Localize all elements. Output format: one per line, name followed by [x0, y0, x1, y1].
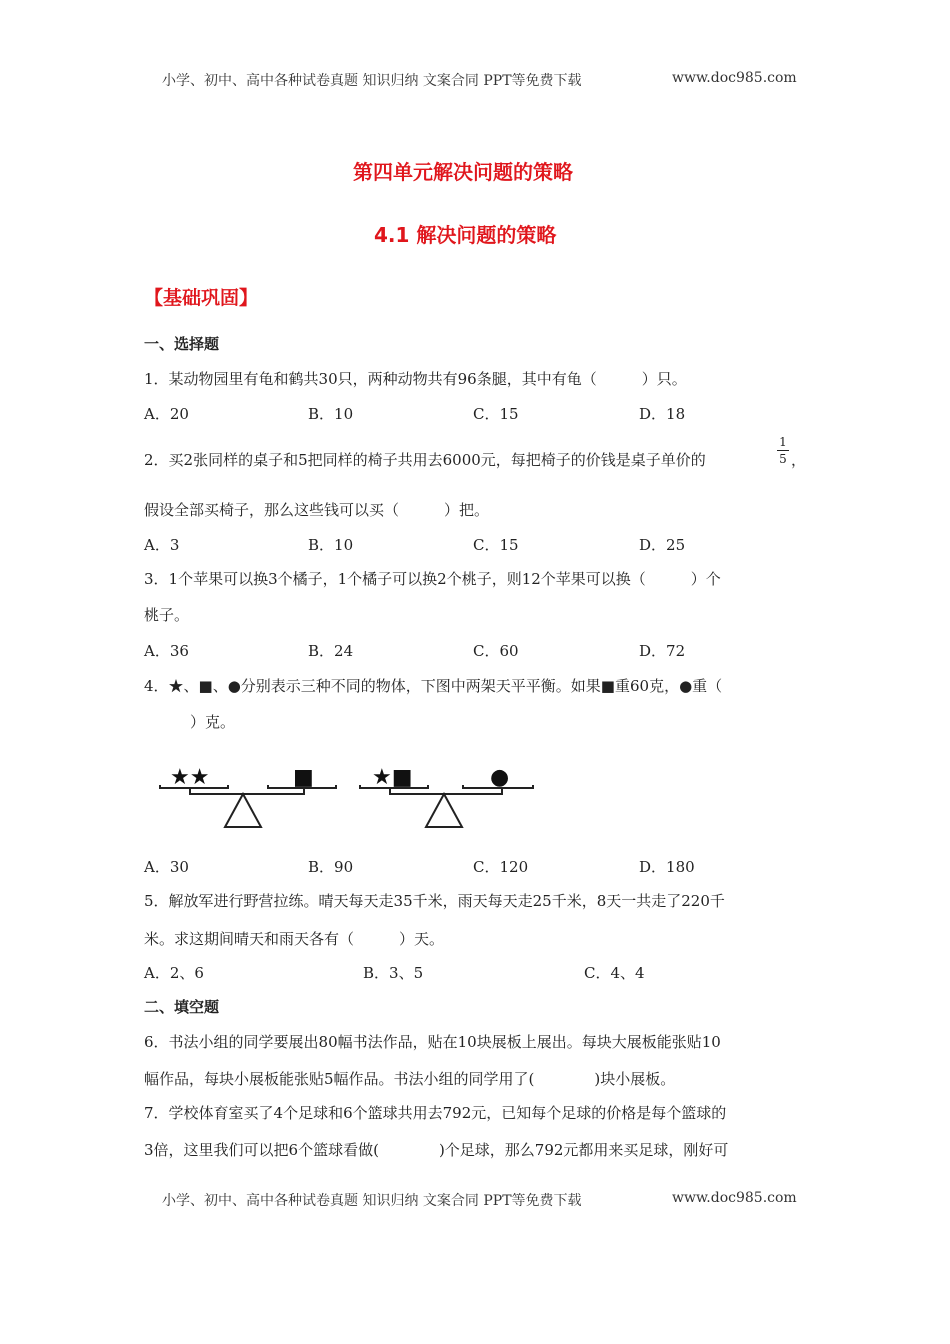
- question-4-line-1: 4．★、■、●分别表示三种不同的物体，下图中两架天平平衡。如果■重60克，●重（: [144, 677, 723, 695]
- footer-site[interactable]: www.doc985.com: [672, 1190, 797, 1206]
- header-text: 小学、初中、高中各种试卷真题 知识归纳 文案合同 PPT等免费下载: [162, 73, 582, 89]
- q4-option-a[interactable]: A．30: [144, 858, 189, 876]
- question-5-line-1: 5．解放军进行野营拉练。晴天每天走35千米，雨天每天走25千米，8天一共走了220千: [144, 892, 725, 910]
- q4-option-c[interactable]: C．120: [473, 858, 529, 876]
- q3-option-c[interactable]: C．60: [473, 642, 519, 660]
- footer-text: 小学、初中、高中各种试卷真题 知识归纳 文案合同 PPT等免费下载: [162, 1193, 582, 1209]
- part-heading-fill: 二、填空题: [144, 998, 220, 1016]
- header-site[interactable]: www.doc985.com: [672, 70, 797, 86]
- fraction-one-fifth: [777, 436, 789, 465]
- balance-figure: [150, 755, 550, 835]
- q5-option-b[interactable]: B．3、5: [363, 964, 424, 982]
- fraction-denominator: 5: [779, 452, 787, 466]
- question-1: 1．某动物园里有龟和鹤共30只，两种动物共有96条腿，其中有龟（ ）只。: [144, 370, 687, 388]
- section-heading: 【基础巩固】: [144, 287, 259, 309]
- question-4-line-2: ）克。: [160, 713, 236, 731]
- q2-option-c[interactable]: C．15: [473, 536, 519, 554]
- balance-scale-1: [160, 765, 336, 827]
- scale-2-left-objects: ★■: [372, 765, 413, 790]
- scale-1-left-objects: ★★: [170, 765, 210, 790]
- q4-option-b[interactable]: B．90: [308, 858, 354, 876]
- lesson-title: 4.1 解决问题的策略: [374, 223, 557, 247]
- q3-option-a[interactable]: A．36: [144, 642, 189, 660]
- question-2-comma: ，: [791, 451, 807, 469]
- scale-2-fulcrum: [426, 794, 462, 827]
- part-heading-choice: 一、选择题: [144, 335, 220, 353]
- question-7-line-1: 7．学校体育室买了4个足球和6个篮球共用去792元，已知每个足球的价格是每个篮球的: [144, 1104, 727, 1122]
- balance-scale-2: [360, 765, 533, 827]
- question-3-line-2: 桃子。: [144, 606, 190, 624]
- fraction-numerator: 1: [779, 435, 787, 449]
- question-6-line-1: 6．书法小组的同学要展出80幅书法作品，贴在10块展板上展出。每块大展板能张贴10: [144, 1033, 721, 1051]
- q2-option-b[interactable]: B．10: [308, 536, 354, 554]
- question-6-line-2: 幅作品，每块小展板能张贴5幅作品。书法小组的同学用了( )块小展板。: [144, 1070, 676, 1088]
- q4-option-d[interactable]: D．180: [639, 858, 695, 876]
- scale-1-right-objects: ■: [293, 765, 314, 790]
- q2-option-d[interactable]: D．25: [639, 536, 686, 554]
- q3-option-b[interactable]: B．24: [308, 642, 354, 660]
- q1-option-d[interactable]: D．18: [639, 405, 686, 423]
- question-5-line-2: 米。求这期间晴天和雨天各有（ ）天。: [144, 930, 445, 948]
- question-2-line-1: 2．买2张同样的桌子和5把同样的椅子共用去6000元，每把椅子的价钱是桌子单价的: [144, 451, 706, 469]
- scale-2-right-objects: ●: [490, 765, 510, 790]
- q3-option-d[interactable]: D．72: [639, 642, 686, 660]
- question-2-line-2: 假设全部买椅子，那么这些钱可以买（ ）把。: [144, 501, 490, 519]
- q2-option-a[interactable]: A．3: [144, 536, 180, 554]
- question-7-line-2: 3倍，这里我们可以把6个篮球看做( )个足球，那么792元都用来买足球，刚好可: [144, 1141, 729, 1159]
- q5-option-a[interactable]: A．2、6: [144, 964, 204, 982]
- question-3-line-1: 3．1个苹果可以换3个橘子，1个橘子可以换2个桃子，则12个苹果可以换（ ）个: [144, 570, 721, 588]
- q1-option-a[interactable]: A．20: [144, 405, 189, 423]
- scale-1-fulcrum: [225, 794, 261, 827]
- q1-option-b[interactable]: B．10: [308, 405, 354, 423]
- q1-option-c[interactable]: C．15: [473, 405, 519, 423]
- unit-title: 第四单元解决问题的策略: [353, 160, 573, 184]
- fraction-bar: [777, 450, 789, 451]
- q5-option-c[interactable]: C．4、4: [584, 964, 645, 982]
